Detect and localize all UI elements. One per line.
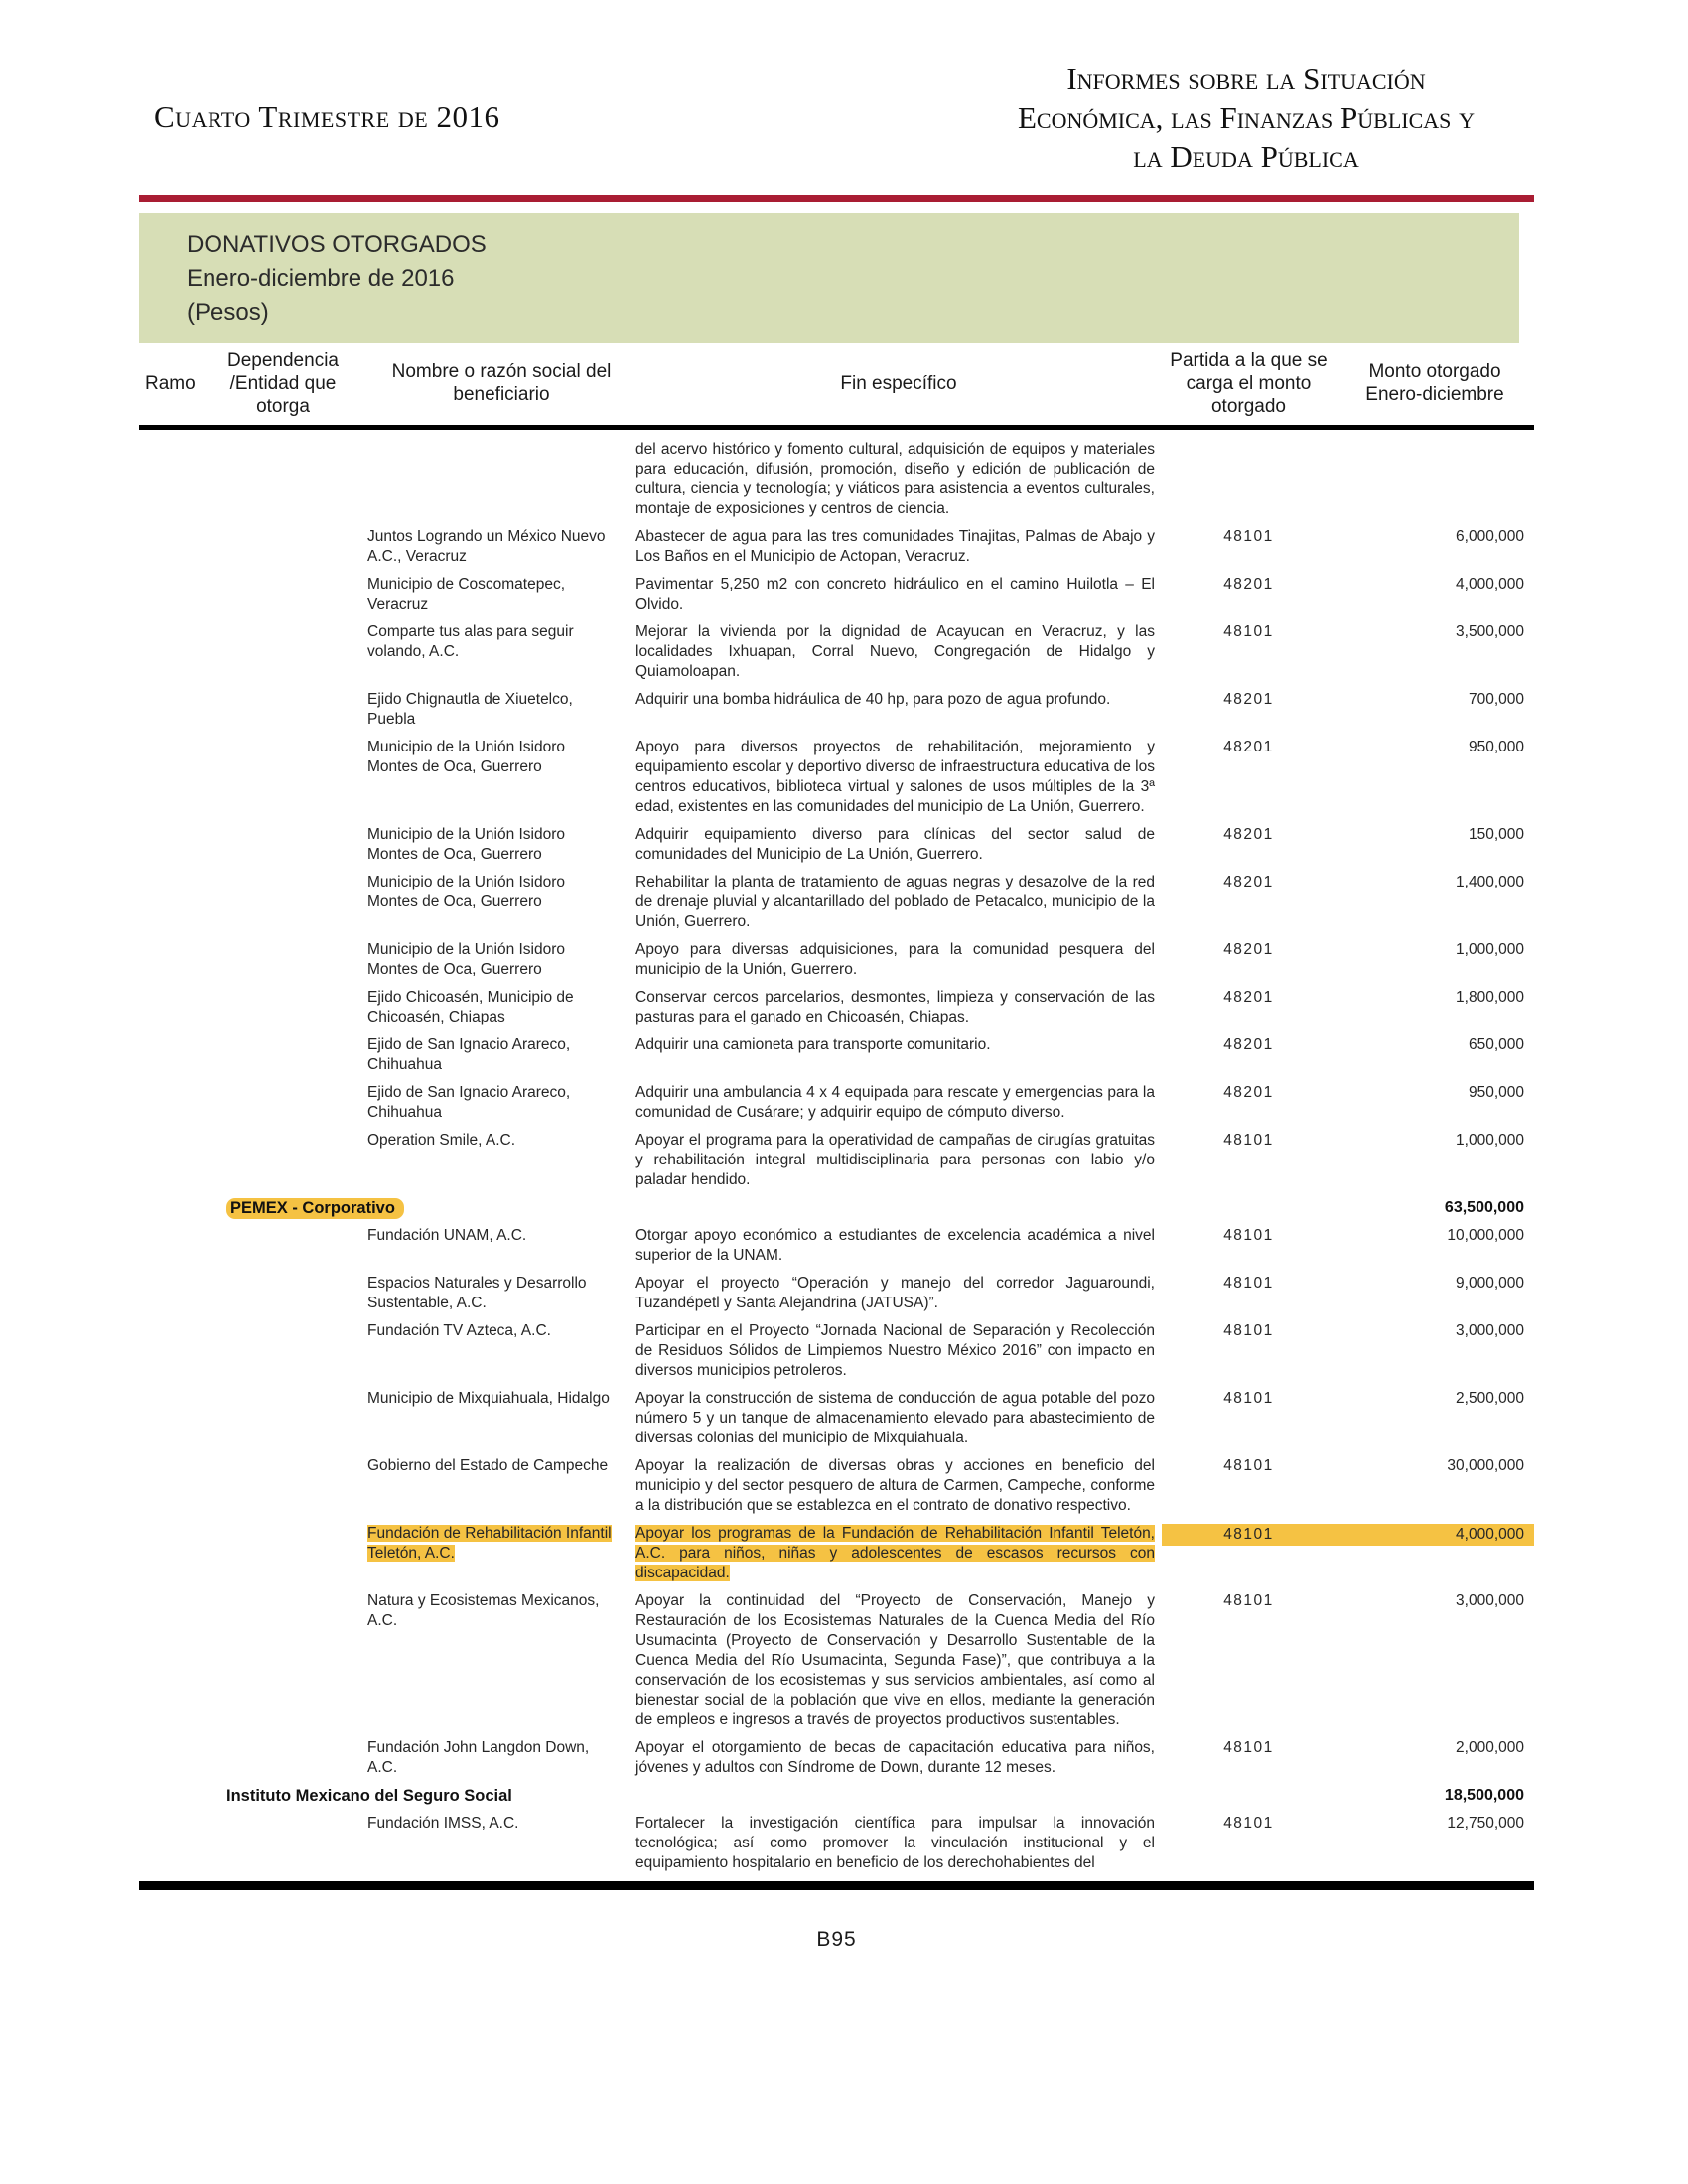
beneficiary-cell: Municipio de la Unión Isidoro Montes de Oca, Guerrero (367, 826, 566, 863)
partida-cell: 48101 (1223, 623, 1274, 640)
table-row (139, 1321, 1534, 1381)
page-number: B95 (816, 1928, 857, 1951)
table-title-banner (139, 213, 1519, 343)
partida-cell: 48101 (1223, 1227, 1274, 1244)
table-body (139, 440, 1534, 1873)
fin-especifico-cell: Conservar cercos parcelarios, desmontes, limpieza y conservación de las pasturas para el ganado en Chicoasén, Chiapas. (635, 989, 1155, 1025)
beneficiary-cell: Comparte tus alas para seguir volando, A.C. (367, 623, 574, 660)
monto-cell: 3,500,000 (1456, 623, 1524, 640)
monto-cell: 3,000,000 (1456, 1592, 1524, 1609)
beneficiary-cell: Ejido de San Ignacio Arareco, Chihuahua (367, 1036, 571, 1073)
partida-cell: 48101 (1223, 528, 1274, 545)
fin-especifico-cell: Apoyar el proyecto “Operación y manejo del corredor Jaguaroundi, Tuzandépetl y Santa Alejandrina (JATUSA)”. (635, 1275, 1155, 1311)
beneficiary-cell: Operation Smile, A.C. (367, 1132, 516, 1149)
monto-cell: 700,000 (1468, 691, 1524, 708)
partida-cell: 48201 (1223, 1084, 1274, 1101)
table-row (139, 1389, 1534, 1448)
monto-cell: 1,000,000 (1456, 1132, 1524, 1149)
monto-cell: 3,000,000 (1456, 1322, 1524, 1339)
col-header-monto: Monto otorgado Enero-diciembre (1365, 361, 1504, 405)
monto-cell: 10,000,000 (1447, 1227, 1524, 1244)
fin-especifico-cell: Otorgar apoyo económico a estudiantes de excelencia académica a nivel superior de la UNAM. (635, 1227, 1155, 1264)
table-row (139, 1083, 1534, 1123)
fin-especifico-cell: del acervo histórico y fomento cultural, adquisición de equipos y materiales para educación, difusión, promoción, diseño y edición de publicación de cultura, ciencia y tecnología; y viáticos para asistencia a eventos culturales, montaje de exposiciones y centros de ciencia. (635, 441, 1155, 517)
beneficiary-cell: Fundación IMSS, A.C. (367, 1815, 519, 1832)
monto-cell: 1,000,000 (1456, 941, 1524, 958)
table-row (139, 988, 1534, 1027)
beneficiary-cell: Natura y Ecosistemas Mexicanos, A.C. (367, 1592, 600, 1629)
beneficiary-cell: Municipio de la Unión Isidoro Montes de Oca, Guerrero (367, 739, 566, 775)
monto-cell: 1,400,000 (1456, 874, 1524, 890)
partida-cell: 48101 (1223, 1322, 1274, 1339)
partida-cell: 48101 (1223, 1526, 1274, 1543)
beneficiary-cell: Ejido Chignautla de Xiuetelco, Puebla (367, 691, 573, 728)
partida-cell: 48201 (1223, 826, 1274, 843)
monto-cell: 6,000,000 (1456, 528, 1524, 545)
table-row (139, 873, 1534, 932)
table-row (139, 1738, 1534, 1778)
monto-cell: 9,000,000 (1456, 1275, 1524, 1292)
section-row (139, 1786, 1534, 1806)
col-header-beneficiario: Nombre o razón social del beneficiario (391, 361, 612, 405)
report-title-line3: la Deuda Pública (1133, 139, 1359, 174)
beneficiary-cell: Ejido Chicoasén, Municipio de Chicoasén, Chiapas (367, 989, 574, 1025)
fin-especifico-cell: Fortalecer la investigación científica para impulsar la innovación tecnológica; así como promover la vinculación institucional y el equipamiento hospitalario en beneficio de los derechohabientes del (635, 1815, 1155, 1871)
fin-especifico-cell: Participar en el Proyecto “Jornada Nacional de Separación y Recolección de Residuos Sólidos de Limpiemos Nuestro México 2016” con impacto en diversos municipios petroleros. (635, 1322, 1155, 1379)
monto-cell: 12,750,000 (1447, 1815, 1524, 1832)
table-row (139, 1524, 1534, 1583)
table-bottom-rule (139, 1881, 1534, 1890)
fin-especifico-cell: Adquirir una camioneta para transporte comunitario. (635, 1036, 991, 1053)
monto-cell: 950,000 (1468, 739, 1524, 755)
beneficiary-cell: Gobierno del Estado de Campeche (367, 1457, 609, 1474)
partida-cell: 48101 (1223, 1457, 1274, 1474)
table-header-row (139, 343, 1534, 423)
monto-cell: 30,000,000 (1447, 1457, 1524, 1474)
monto-cell: 4,000,000 (1456, 1526, 1524, 1543)
fin-especifico-cell: Adquirir una ambulancia 4 x 4 equipada para rescate y emergencias para la comunidad de Cusárare; y adquirir equipo de cómputo diverso. (635, 1084, 1155, 1121)
section-label: PEMEX - Corporativo (139, 1198, 1162, 1218)
beneficiary-cell (367, 440, 635, 519)
col-header-fin: Fin específico (840, 372, 957, 394)
beneficiary-cell: Espacios Naturales y Desarrollo Sustentable, A.C. (367, 1275, 587, 1311)
monto-cell: 1,800,000 (1456, 989, 1524, 1006)
red-divider-rule (139, 195, 1534, 202)
beneficiary-cell: Municipio de la Unión Isidoro Montes de Oca, Guerrero (367, 941, 566, 978)
col-header-ramo: Ramo (145, 372, 196, 394)
partida-cell: 48101 (1223, 1132, 1274, 1149)
section-total: 18,500,000 (1444, 1787, 1524, 1804)
donations-table (139, 343, 1534, 1952)
table-row (139, 1035, 1534, 1075)
table-row (139, 575, 1534, 614)
beneficiary-cell: Fundación TV Azteca, A.C. (367, 1322, 551, 1339)
table-row (139, 1814, 1534, 1873)
beneficiary-cell: Ejido de San Ignacio Arareco, Chihuahua (367, 1084, 571, 1121)
table-row (139, 1226, 1534, 1266)
beneficiary-cell: Fundación UNAM, A.C. (367, 1227, 527, 1244)
fin-especifico-cell: Apoyo para diversas adquisiciones, para la comunidad pesquera del municipio de la Unión, Guerrero. (635, 941, 1155, 978)
beneficiary-cell: Fundación de Rehabilitación Infantil Teletón, A.C. (367, 1525, 612, 1562)
beneficiary-cell: Municipio de Coscomatepec, Veracruz (367, 576, 566, 613)
fin-especifico-cell: Apoyar el programa para la operatividad de campañas de cirugías gratuitas y rehabilitación integral multidisciplinaria para personas con labio y/o paladar hendido. (635, 1132, 1155, 1188)
table-row (139, 527, 1534, 567)
monto-cell: 150,000 (1468, 826, 1524, 843)
monto-cell: 2,000,000 (1456, 1739, 1524, 1756)
monto-cell: 4,000,000 (1456, 576, 1524, 593)
partida-monto-band-bg (1162, 1524, 1534, 1546)
table-row (139, 440, 1534, 519)
partida-cell (1162, 440, 1336, 519)
monto-cell: 950,000 (1468, 1084, 1524, 1101)
monto-cell (1336, 440, 1534, 519)
report-title-line1: Informes sobre la Situación (1066, 62, 1426, 96)
report-title-line2: Económica, las Finanzas Públicas y (1017, 100, 1476, 135)
partida-cell: 48101 (1223, 1592, 1274, 1609)
partida-cell: 48201 (1223, 576, 1274, 593)
section-row (139, 1198, 1534, 1218)
partida-cell: 48101 (1223, 1275, 1274, 1292)
partida-monto-band (1162, 1524, 1534, 1583)
section-label: Instituto Mexicano del Seguro Social (226, 1787, 512, 1805)
table-row (139, 738, 1534, 817)
beneficiary-cell: Juntos Logrando un México Nuevo A.C., Veracruz (367, 528, 606, 565)
partida-cell: 48201 (1223, 989, 1274, 1006)
table-row (139, 1131, 1534, 1190)
table-row (139, 1274, 1534, 1313)
partida-cell: 48201 (1223, 1036, 1274, 1053)
header-bottom-rule (139, 425, 1534, 430)
col-header-partida: Partida a la que se carga el monto otorgado (1170, 349, 1328, 417)
partida-cell: 48101 (1223, 1815, 1274, 1832)
fin-especifico-cell: Apoyar los programas de la Fundación de Rehabilitación Infantil Teletón, A.C. para niños, niñas y adolescentes de escasos recursos con discapacidad. (635, 1525, 1155, 1581)
beneficiary-cell: Municipio de Mixquiahuala, Hidalgo (367, 1390, 610, 1407)
fin-especifico-cell: Mejorar la vivienda por la dignidad de Acayucan en Veracruz, y las localidades Ixhuapan, Corral Nuevo, Congregación de Hidalgo y Quiamoloapan. (635, 623, 1155, 680)
beneficiary-cell: Fundación John Langdon Down, A.C. (367, 1739, 590, 1776)
report-title (943, 60, 1549, 176)
fin-especifico-cell: Adquirir equipamiento diverso para clínicas del sector salud de comunidades del Municipio de La Unión, Guerrero. (635, 826, 1155, 863)
beneficiary-cell: Municipio de la Unión Isidoro Montes de Oca, Guerrero (367, 874, 566, 910)
fin-especifico-cell: Pavimentar 5,250 m2 con concreto hidráulico en el camino Huilotla – El Olvido. (635, 576, 1155, 613)
table-row (139, 940, 1534, 980)
monto-cell: 2,500,000 (1456, 1390, 1524, 1407)
partida-cell: 48201 (1223, 941, 1274, 958)
table-row (139, 1591, 1534, 1730)
banner-unit: (Pesos) (187, 298, 269, 326)
table-row (139, 825, 1534, 865)
partida-cell: 48201 (1223, 691, 1274, 708)
table-row (139, 622, 1534, 682)
fin-especifico-cell: Apoyo para diversos proyectos de rehabilitación, mejoramiento y equipamiento escolar y deportivo diverso de infraestructura educativa de los centros educativos, biblioteca virtual y salones de usos múltiples de la 3ª edad, existentes en las comunidades del municipio de La Unión, Guerrero. (635, 739, 1155, 815)
partida-cell: 48101 (1223, 1739, 1274, 1756)
quarter-title: Cuarto Trimestre de 2016 (154, 99, 500, 134)
partida-cell: 48101 (1223, 1390, 1274, 1407)
fin-especifico-cell: Abastecer de agua para las tres comunidades Tinajitas, Palmas de Abajo y Los Baños en el Municipio de Actopan, Veracruz. (635, 528, 1155, 565)
fin-especifico-cell: Apoyar la continuidad del “Proyecto de Conservación, Manejo y Restauración de los Ecosistemas Naturales de la Cuenca Media del Río Usumacinta (Proyecto de Conservación y Desarrollo Sustentable de la Cuenca Media del Río Usumacinta, Segunda Fase)”, que contribuya a la conservación de los ecosistemas y sus servicios ambientales, así como al bienestar social de la población que vive en ellos, mediante la generación de empleos e ingresos a través de proyectos productivos sustentables. (635, 1592, 1155, 1728)
table-row (139, 1456, 1534, 1516)
fin-especifico-cell: Apoyar la realización de diversas obras y acciones en beneficio del municipio y del sector pesquero de altura de Carmen, Campeche, conforme a la distribución que se establezca en el contrato de donativo respectivo. (635, 1457, 1155, 1514)
fin-especifico-cell: Apoyar el otorgamiento de becas de capacitación educativa para niños, jóvenes y adultos con Síndrome de Down, durante 12 meses. (635, 1739, 1155, 1776)
section-total: 63,500,000 (1444, 1199, 1524, 1216)
partida-cell: 48201 (1223, 739, 1274, 755)
banner-subtitle: Enero-diciembre de 2016 (187, 264, 455, 292)
fin-especifico-cell: Apoyar la construcción de sistema de conducción de agua potable del pozo número 5 y un tanque de almacenamiento elevado para abastecimiento de diversas colonias del municipio de Mixquiahuala. (635, 1390, 1155, 1446)
banner-title: DONATIVOS OTORGADOS (187, 230, 487, 258)
monto-cell: 650,000 (1468, 1036, 1524, 1053)
col-header-dependencia: Dependencia /Entidad que otorga (227, 349, 339, 417)
partida-cell: 48201 (1223, 874, 1274, 890)
fin-especifico-cell: Adquirir una bomba hidráulica de 40 hp, para pozo de agua profundo. (635, 691, 1111, 708)
table-row (139, 690, 1534, 730)
fin-especifico-cell: Rehabilitar la planta de tratamiento de aguas negras y desazolve de la red de drenaje pluvial y alcantarillado del poblado de Petacalco, municipio de la Unión, Guerrero. (635, 874, 1155, 930)
